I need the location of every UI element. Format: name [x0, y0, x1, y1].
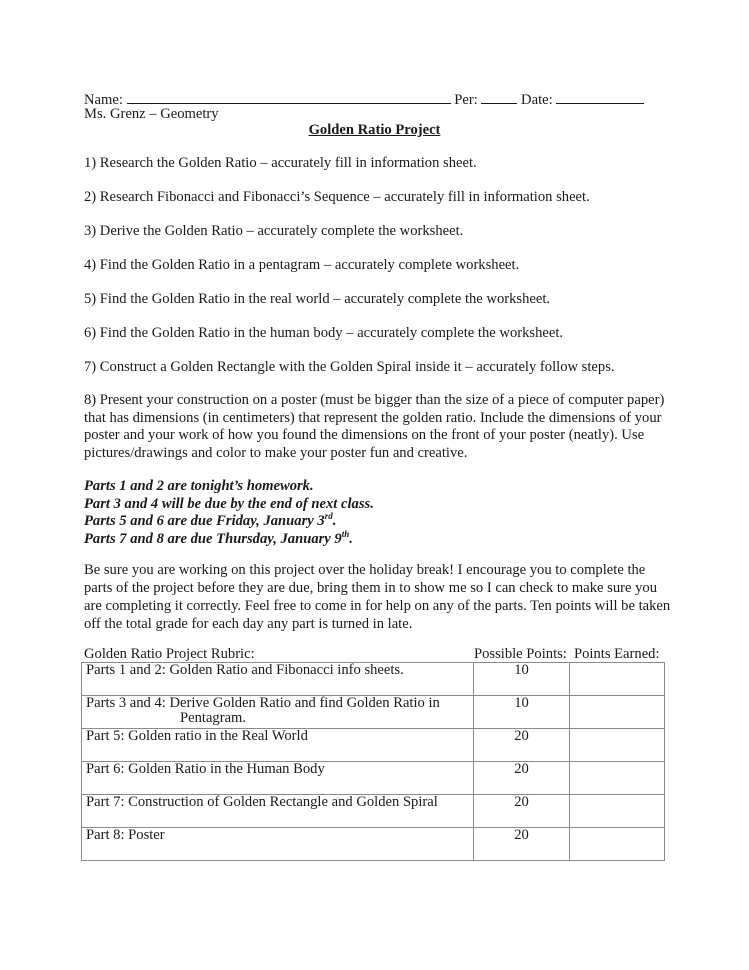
- rubric-earned-cell[interactable]: [570, 729, 665, 762]
- date-blank[interactable]: [556, 90, 644, 104]
- rubric-part: Part 8: Poster: [82, 828, 474, 861]
- task-2: 2) Research Fibonacci and Fibonacci’s Sequence – accurately fill in information sheet.: [84, 189, 590, 205]
- page-title: Golden Ratio Project: [308, 122, 441, 138]
- table-row: [82, 663, 665, 696]
- per-label: Per:: [454, 92, 478, 108]
- due-line-1: Parts 1 and 2 are tonight’s homework.: [84, 478, 314, 494]
- table-row: [82, 696, 665, 729]
- notice-paragraph: Be sure you are working on this project over the holiday break! I encourage you to complete the parts of the project before they are due, bring them in to show me so I can check to make sure you are completing it correctly. Feel free to come in for help on any of the parts. Ten points will be taken off the total grade for each day any part is turned in late.: [84, 562, 671, 632]
- rubric-points: 20: [474, 729, 570, 762]
- rubric-table: [81, 662, 665, 861]
- col-possible-points: Possible Points:: [474, 646, 567, 662]
- rubric-points: 20: [474, 795, 570, 828]
- rubric-earned-cell[interactable]: [570, 795, 665, 828]
- task-1: 1) Research the Golden Ratio – accurately fill in information sheet.: [84, 155, 477, 171]
- rubric-part: Parts 3 and 4: Derive Golden Ratio and find Golden Ratio in Pentagram.: [82, 696, 474, 729]
- rubric-earned-cell[interactable]: [570, 828, 665, 861]
- rubric-part: Part 7: Construction of Golden Rectangle and Golden Spiral: [82, 795, 474, 828]
- rubric-part: Parts 1 and 2: Golden Ratio and Fibonacci info sheets.: [82, 663, 474, 696]
- task-8: 8) Present your construction on a poster (must be bigger than the size of a piece of computer paper) that has dimensions (in centimeters) that represent the golden ratio. Include the dimensions of your poster and your work of how you found the dimensions on the front of your poster (neatly). Use pictures/drawings and color to make your poster fun and creative.: [84, 392, 665, 461]
- period-blank[interactable]: [481, 90, 517, 104]
- task-3: 3) Derive the Golden Ratio – accurately complete the worksheet.: [84, 223, 464, 239]
- rubric-points: 10: [474, 696, 570, 729]
- table-row: [82, 795, 665, 828]
- due-dates: [84, 478, 374, 548]
- due-line-3: Parts 5 and 6 are due Friday, January 3rd.: [84, 511, 337, 529]
- table-row: [82, 762, 665, 795]
- rubric-title: Golden Ratio Project Rubric:: [84, 646, 255, 662]
- table-row: [82, 828, 665, 861]
- name-label: Name:: [84, 92, 123, 108]
- date-label: Date:: [521, 92, 553, 108]
- rubric-points: 20: [474, 762, 570, 795]
- task-5: 5) Find the Golden Ratio in the real world – accurately complete the worksheet.: [84, 291, 551, 307]
- name-blank[interactable]: [127, 90, 451, 104]
- table-row: [82, 729, 665, 762]
- task-6: 6) Find the Golden Ratio in the human body – accurately complete the worksheet.: [84, 325, 564, 341]
- task-7: 7) Construct a Golden Rectangle with the Golden Spiral inside it – accurately follow steps.: [84, 359, 615, 375]
- due-line-4: Parts 7 and 8 are due Thursday, January 9th.: [84, 528, 353, 547]
- rubric-points: 20: [474, 828, 570, 861]
- rubric-part: Part 5: Golden ratio in the Real World: [82, 729, 474, 762]
- rubric-earned-cell[interactable]: [570, 663, 665, 696]
- teacher-line: Ms. Grenz – Geometry: [84, 106, 219, 122]
- rubric-part: Part 6: Golden Ratio in the Human Body: [82, 762, 474, 795]
- col-points-earned: Points Earned:: [574, 646, 660, 662]
- rubric-earned-cell[interactable]: [570, 696, 665, 729]
- task-4: 4) Find the Golden Ratio in a pentagram – accurately complete worksheet.: [84, 257, 520, 273]
- rubric-points: 10: [474, 663, 570, 696]
- due-line-2: Part 3 and 4 will be due by the end of next class.: [84, 495, 374, 512]
- rubric-earned-cell[interactable]: [570, 762, 665, 795]
